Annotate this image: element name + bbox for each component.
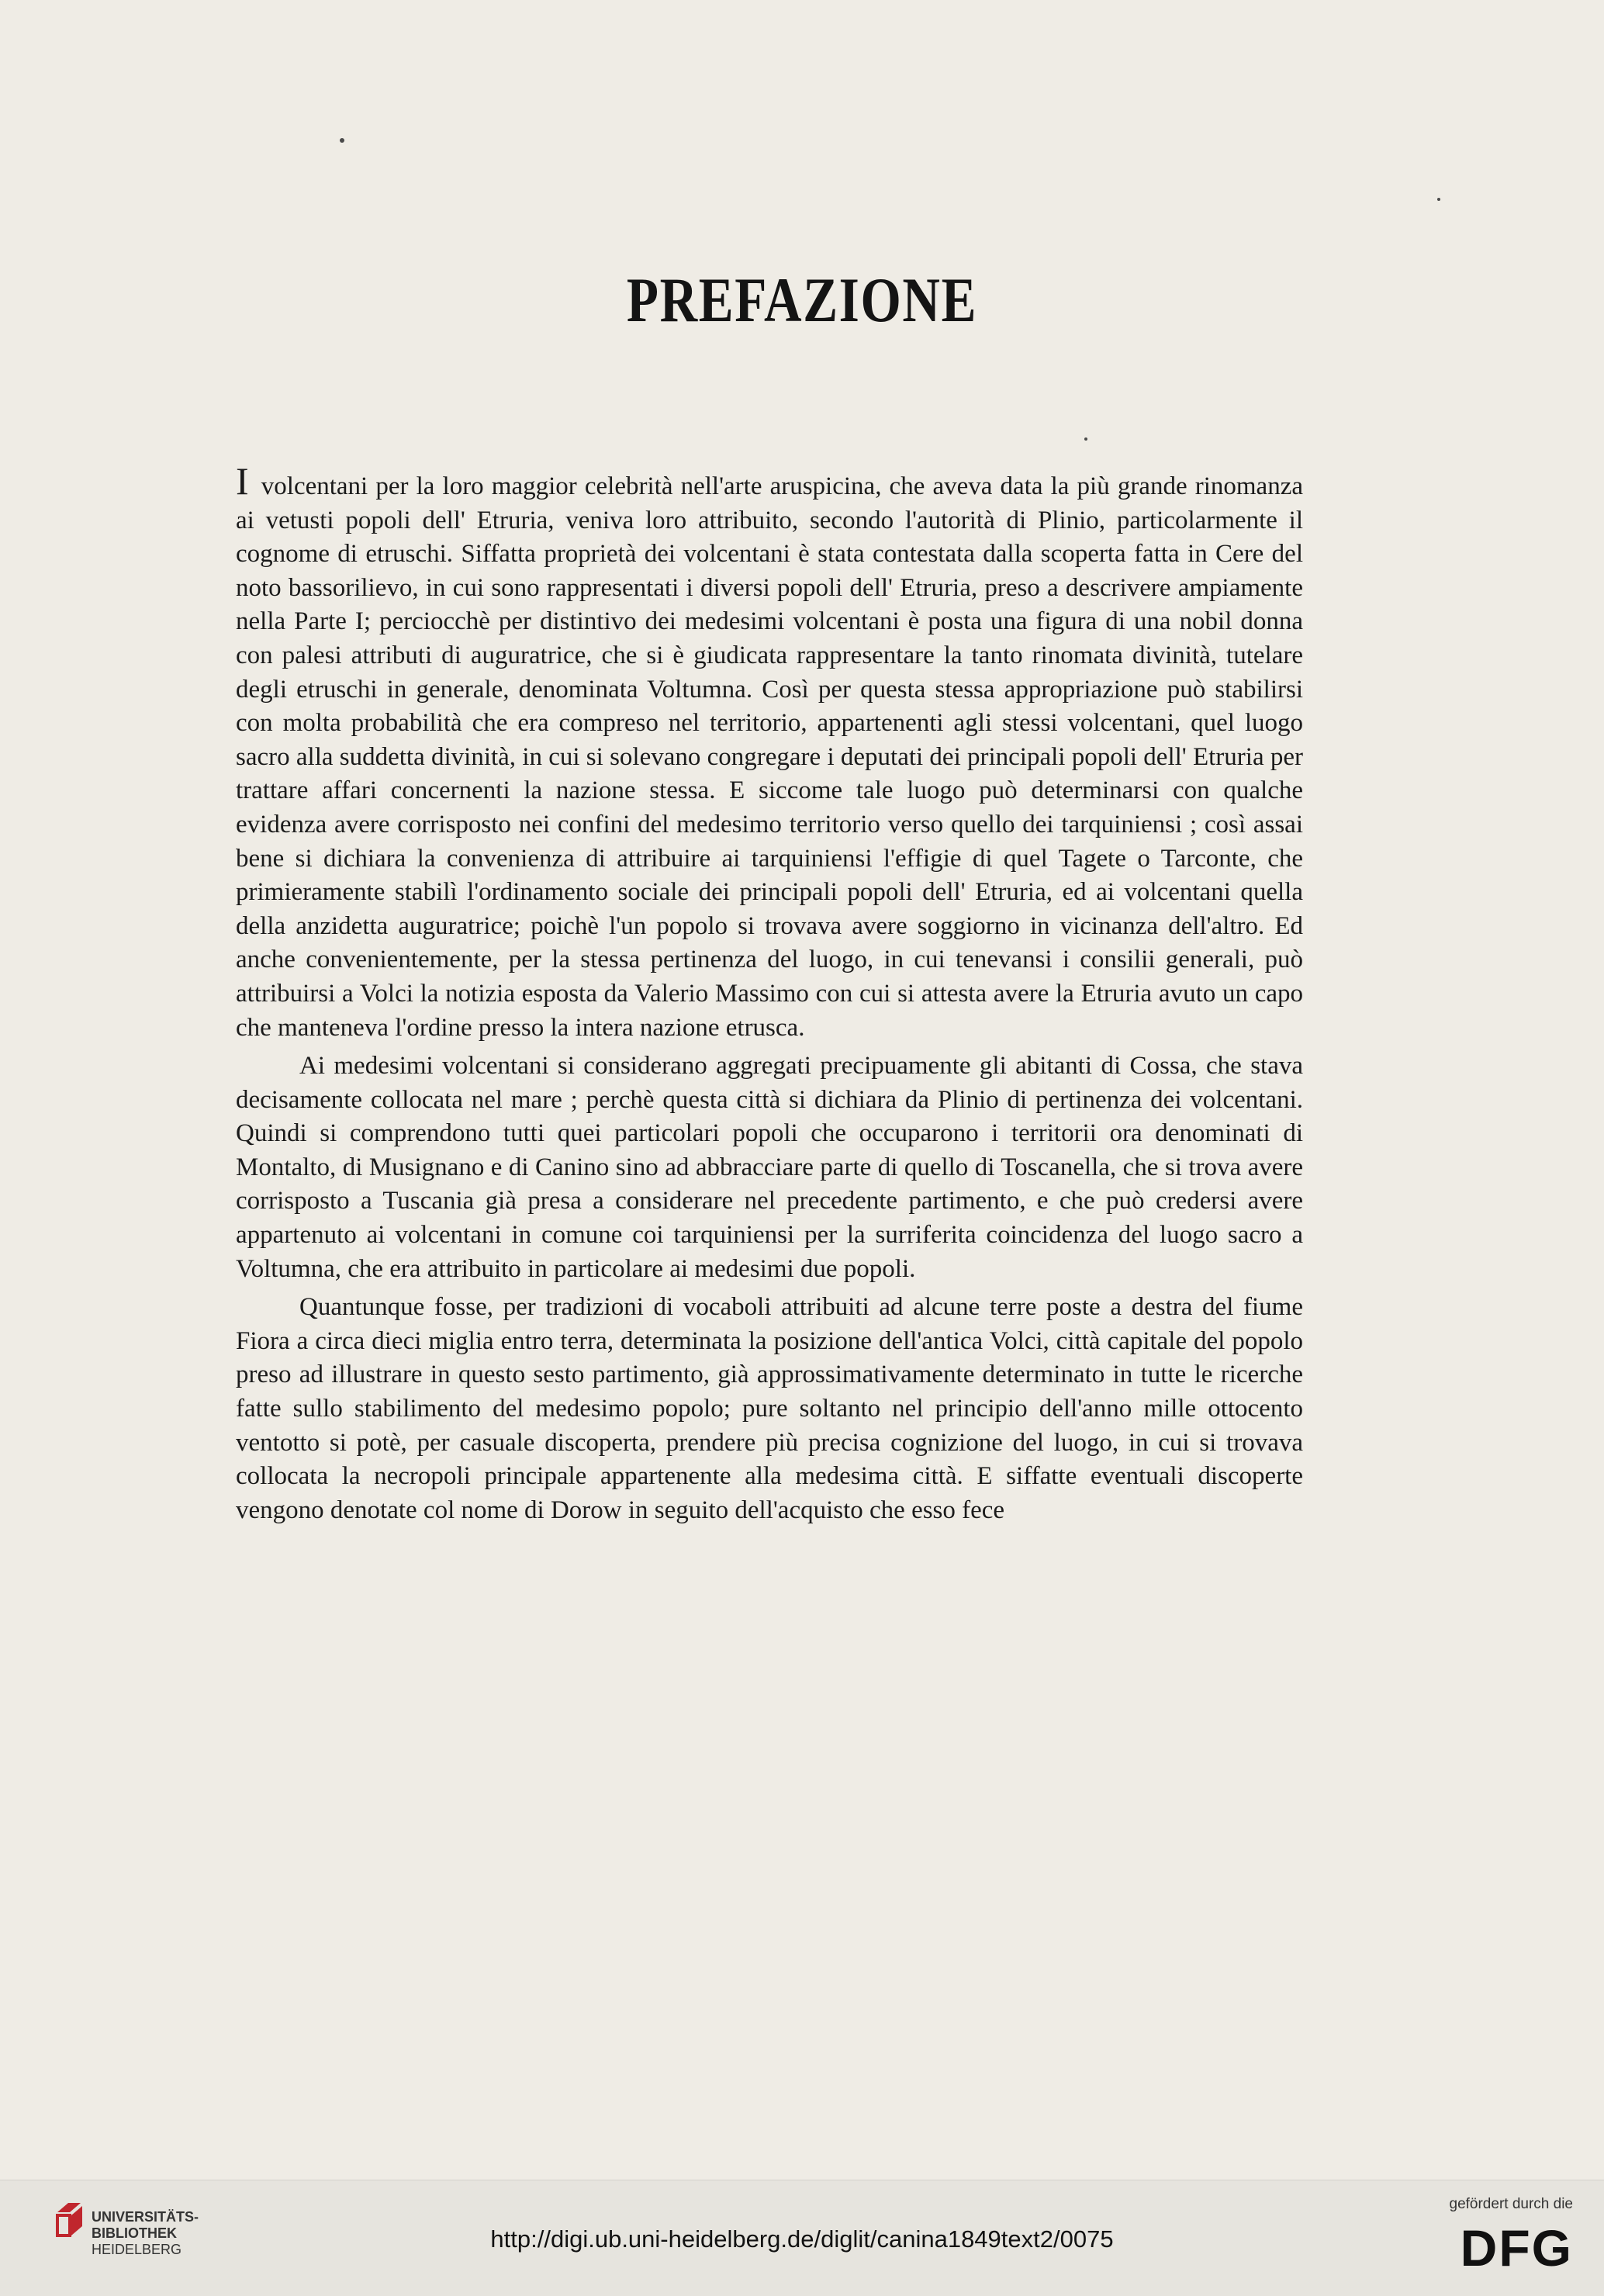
library-name-line-3: HEIDELBERG <box>92 2242 182 2257</box>
funder-label: gefördert durch die <box>1449 2196 1573 2212</box>
library-name-line-1: UNIVERSITÄTS- <box>92 2209 199 2225</box>
paragraph-1-text: volcentani per la loro maggior celebrità nell'arte aruspicina, che aveva data la più grande rinomanza ai vetusti popoli dell' Etruria, veniva loro attribuito, secondo l'autorità di Plinio, particolarmente il cognome di etruschi. Siffatta proprietà dei volcentani è stata contestata dalla scoperta fatta in Cere del noto bassorilievo, in cui sono rappresentati i diversi popoli dell' Etruria, preso a descrivere ampiamente nella Parte I; perciocchè per distintivo dei medesimi volcentani è posta una figura di una nobil donna con palesi attributi di auguratrice, che si è giudicata rappresentare la tanto rinomata divinità, tutelare degli etruschi in generale, denominata Voltumna. Così per questa stessa appropriazione può stabilirsi con molta probabilità che era compreso nel territorio, appartenenti agli stessi volcentani, quel luogo sacro alla suddetta divinità, in cui si solevano congregare i deputati dei principali popoli dell' Etruria per trattare affari concernenti la nazione stessa. E siccome tale luogo può determinarsi con qualche evidenza avere corrisposto nei confini del medesimo territorio verso quello dei tarquiniensi ; così assai bene si dichiara la convenienza di attribuire ai tarquiniensi l'effigie di quel Tagete o Tarconte, che primieramente stabilì l'ordinamento sociale dei principali popoli dell' Etruria, ed ai volcentani quella della anzidetta auguratrice; poichè l'un popolo si trovava avere soggiorno in vicinanza dell'altro. Ed anche convenientemente, per la stessa pertinenza del luogo, in cui tenevansi i consilii generali, può attribuirsi a Volci la notizia esposta da Valerio Massimo con cui si attesta avere la Etruria avuto un capo che manteneva l'ordine presso la intera nazione etrusca. <box>236 472 1303 1042</box>
paragraph-2: Ai medesimi volcentani si considerano aggregati precipuamente gli abitanti di Cossa, che stava decisamente collocata nel mare ; perchè questa città si dichiara da Plinio di pertinenza dei volcentani. Quindi si comprendono tutti quei particolari popoli che occuparono i territorii ora denominati di Montalto, di Musignano e di Canino sino ad abbracciare parte di quello di Toscanella, che si trova avere corrisposto a Tuscania già presa a considerare nel precedente partimento, e che può credersi avere appartenuto ai volcentani in comune coi tarquiniensi per la surriferita coincidenza del luogo sacro a Voltumna, che era attribuito in particolare ai medesimi due popoli. <box>236 1052 1303 1283</box>
permalink-url[interactable]: http://digi.ub.uni-heidelberg.de/diglit/canina1849text2/0075 <box>490 2225 1114 2253</box>
viewer-footer <box>0 2180 1604 2296</box>
dfg-logo: DFG <box>1460 2219 1573 2277</box>
paragraph-3: Quantunque fosse, per tradizioni di vocaboli attribuiti ad alcune terre poste a destra del fiume Fiora a circa dieci miglia entro terra, determinata la posizione dell'antica Volci, città capitale del popolo preso ad illustrare in questo sesto partimento, già approssimativamente determinato in tutte le ricerche fatte sullo stabilimento del medesimo popolo; pure soltanto nel principio dell'anno mille ottocento ventotto si potè, per casuale discoperta, prendere più precisa cognizione del luogo, in cui si trovava collocata la necropoli principale appartenente alla medesima città. E siffatte eventuali discoperte vengono denotate col nome di Dorow in seguito dell'acquisto che esso fece <box>236 1293 1303 1524</box>
paragraph-1 <box>236 459 1303 1045</box>
page-title: PREFAZIONE <box>626 265 978 335</box>
library-name-line-2: BIBLIOTHEK <box>92 2225 177 2241</box>
paper-speck <box>340 138 344 143</box>
funder-block[interactable] <box>1418 2196 1573 2283</box>
body-text <box>236 459 1303 1532</box>
paper-speck <box>1084 437 1087 441</box>
paper-speck <box>1437 198 1440 201</box>
drop-cap: I <box>236 459 249 503</box>
